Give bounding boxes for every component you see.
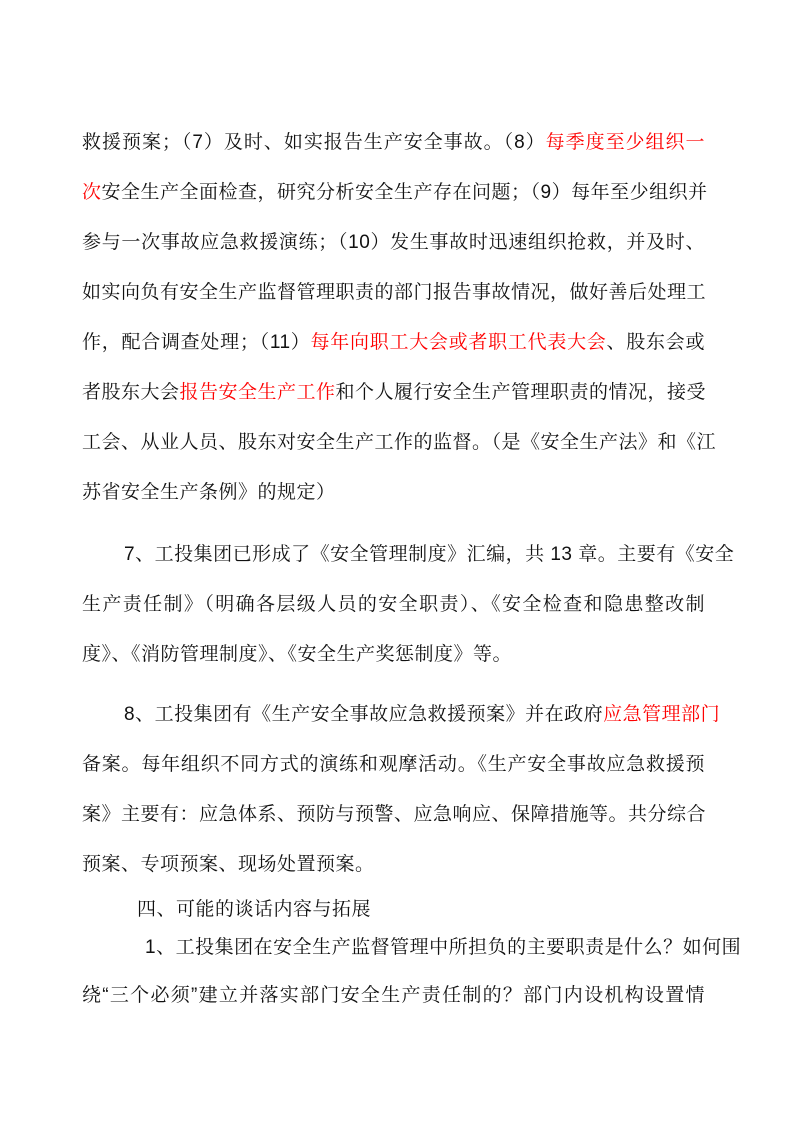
- text-run: 安全生产全面检查，研究分析安全生产存在问题；（9）每年至少组织并: [101, 182, 708, 203]
- text-run: 案》主要有：应急体系、预防与预警、应急响应、保障措施等。共分综合: [82, 804, 707, 825]
- highlighted-text-run: 每年向职工大会或者职工代表大会: [310, 332, 607, 353]
- text-line: [82, 972, 705, 1020]
- text-line: [82, 740, 705, 790]
- text-run: 救援预案；（7）及时、如实报告生产安全事故。（8）: [82, 132, 546, 153]
- text-run: 作，配合调查处理；（11）: [82, 332, 311, 353]
- highlighted-text-run: 次: [82, 182, 102, 203]
- paragraph-question-1: [82, 924, 742, 1020]
- text-line: [82, 118, 705, 168]
- text-run: 苏省安全生产条例》的规定）: [82, 482, 336, 503]
- text-line: [82, 790, 705, 840]
- text-run: 8、工投集团有《生产安全事故应急救援预案》并在政府: [124, 704, 604, 725]
- paragraph-item-8: [82, 690, 721, 890]
- text-line: [82, 840, 705, 890]
- text-line: [82, 368, 705, 418]
- text-line: [82, 418, 717, 468]
- text-line: [82, 924, 742, 972]
- text-line: [82, 168, 708, 218]
- text-run: 参与一次事故应急救援演练；（10）发生事故时迅速组织抢救，并及时、: [82, 232, 705, 253]
- text-line: [82, 468, 705, 518]
- text-line: [82, 218, 705, 268]
- text-line: [82, 318, 705, 368]
- text-run: 四、可能的谈话内容与拓展: [137, 899, 372, 920]
- text-run: 绕“三个必须”建立并落实部门安全生产责任制的？部门内设机构设置情: [82, 985, 705, 1006]
- text-line: [82, 530, 735, 580]
- text-run: 备案。每年组织不同方式的演练和观摩活动。《生产安全事故应急救援预: [82, 754, 705, 775]
- text-line: [82, 268, 705, 318]
- text-run: 如实向负有安全生产监督管理职责的部门报告事故情况，做好善后处理工: [82, 282, 707, 303]
- highlighted-text-run: 每季度至少组织一: [545, 132, 705, 153]
- highlighted-text-run: 应急管理部门: [603, 704, 721, 725]
- text-run: 、股东会或: [606, 332, 705, 353]
- text-run: 度》、《消防管理制度》、《安全生产奖惩制度》等。: [82, 644, 513, 665]
- text-run: 工会、从业人员、股东对安全生产工作的监督。（是《安全生产法》和《江: [82, 432, 717, 453]
- paragraph-continuation: [82, 118, 717, 518]
- paragraph-item-7: [82, 530, 735, 680]
- text-run: 生产责任制》（明确各层级人员的安全职责）、《安全检查和隐患整改制: [82, 594, 705, 615]
- text-line: [82, 690, 721, 740]
- text-line: [82, 580, 705, 630]
- text-run: 7、工投集团已形成了《安全管理制度》汇编，共 13 章。主要有《安全: [124, 544, 735, 565]
- text-run: 和个人履行安全生产管理职责的情况，接受: [335, 382, 707, 403]
- text-run: 者股东大会: [82, 382, 180, 403]
- text-line: [82, 630, 705, 680]
- text-run: 1、工投集团在安全生产监督管理中所担负的主要职责是什么？如何围: [145, 937, 742, 958]
- highlighted-text-run: 报告安全生产工作: [179, 382, 336, 403]
- text-run: 预案、专项预案、现场处置预案。: [82, 854, 375, 875]
